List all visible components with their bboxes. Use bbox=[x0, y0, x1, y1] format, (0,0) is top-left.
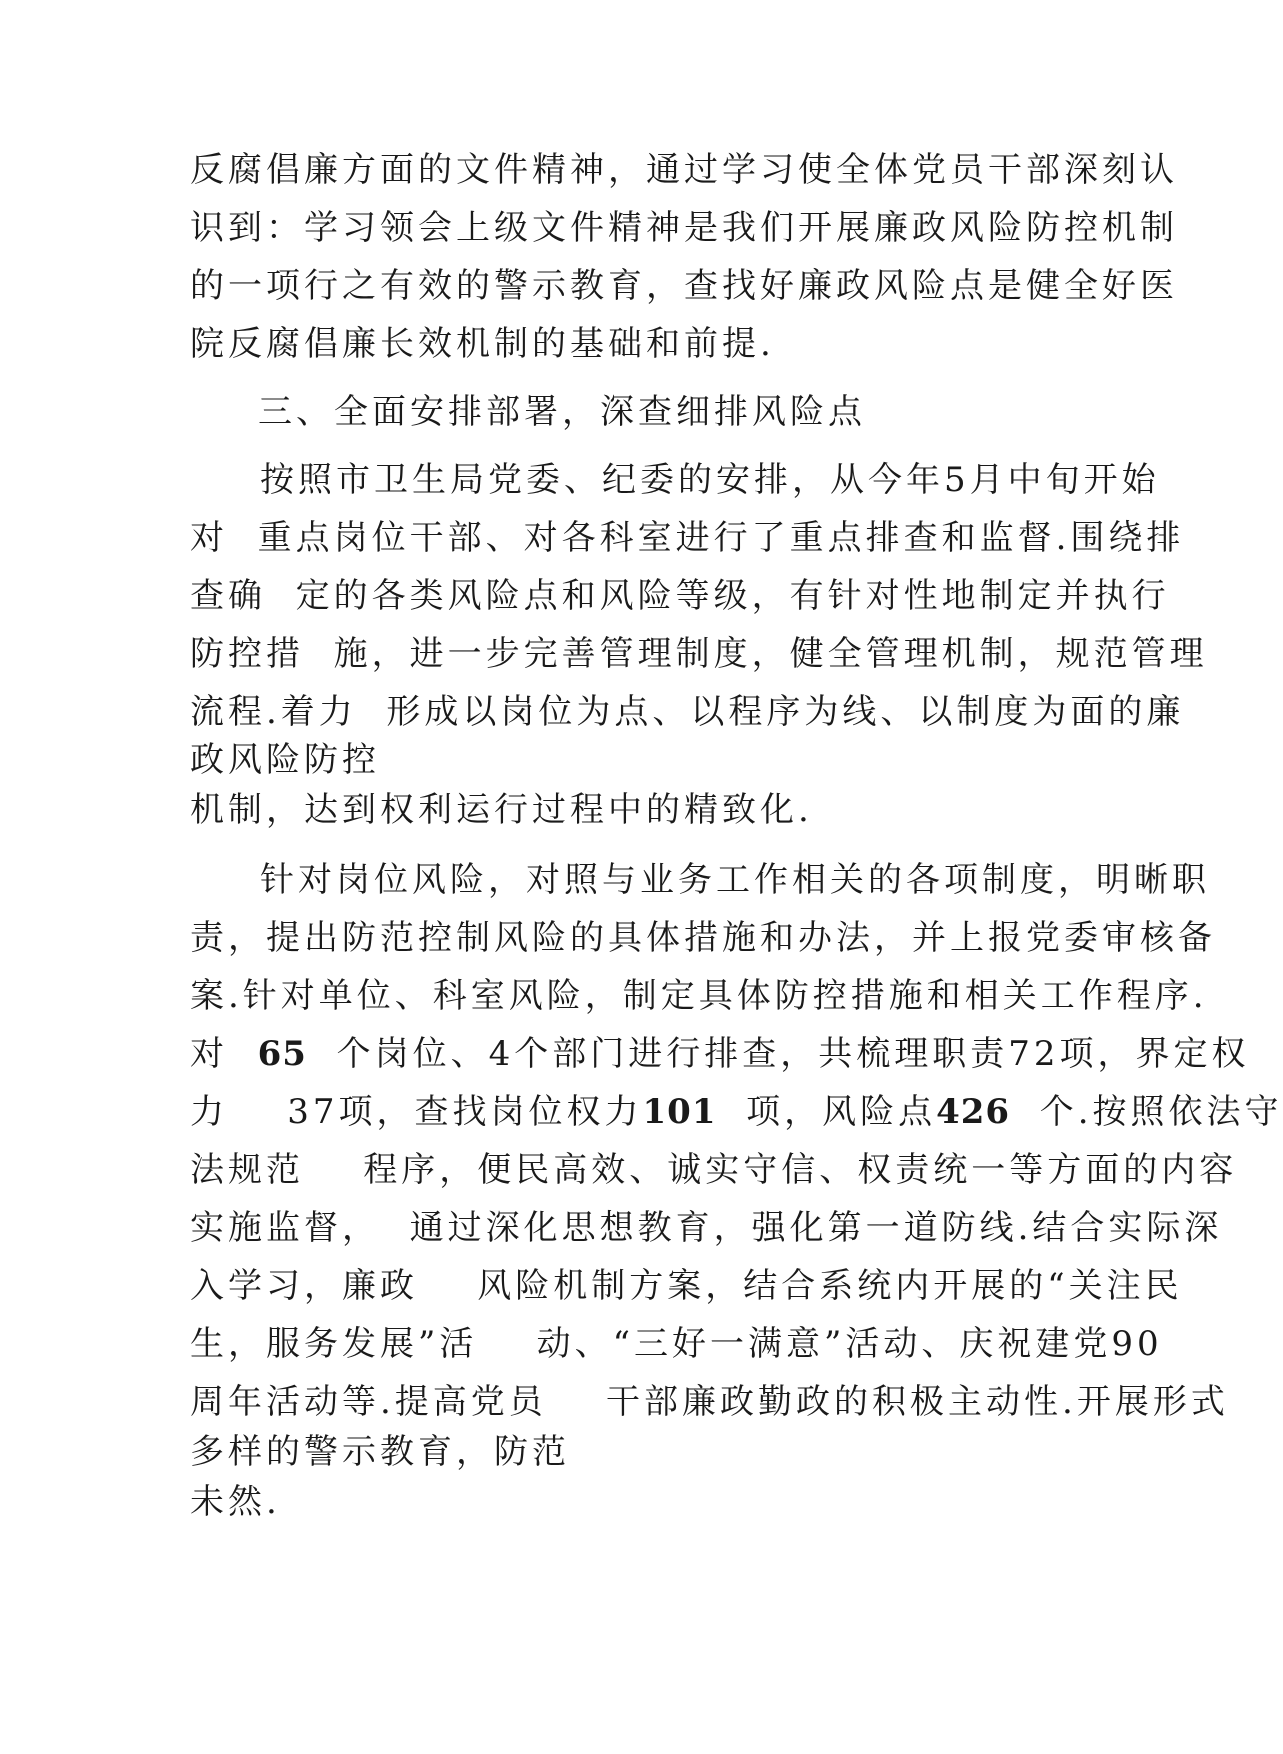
paragraph-line: 院反腐倡廉长效机制的基础和前提. bbox=[190, 324, 775, 364]
paragraph-line: 识到：学习领会上级文件精神是我们开展廉政风险防控机制 bbox=[190, 208, 1178, 248]
paragraph-line: 机制，达到权利运行过程中的精致化. bbox=[190, 790, 813, 830]
line-text: 个.按照依法守 bbox=[1010, 1092, 1283, 1132]
line-text: 对 bbox=[190, 1034, 258, 1074]
paragraph-line: 入学习，廉政 风险机制方案，结合系统内开展的“关注民 bbox=[190, 1266, 1183, 1306]
paragraph-line bbox=[190, 1092, 1283, 1132]
paragraph-line: 生，服务发展”活 动、“三好一满意”活动、庆祝建党90 bbox=[190, 1324, 1163, 1364]
line-text: 力 37项，查找岗位权力 bbox=[190, 1092, 643, 1132]
paragraph-line: 法规范 程序，便民高效、诚实守信、权责统一等方面的内容 bbox=[190, 1150, 1238, 1190]
line-text: 个岗位、4个部门进行排查，共梳理职责72项，界定权 bbox=[306, 1034, 1250, 1074]
paragraph-line: 责，提出防范控制风险的具体措施和办法，并上报党委审核备 bbox=[190, 918, 1216, 958]
paragraph-line: 政风险防控 bbox=[190, 740, 380, 780]
paragraph-line: 按照市卫生局党委、纪委的安排，从今年5月中旬开始 bbox=[260, 460, 1160, 500]
paragraph-line: 针对岗位风险，对照与业务工作相关的各项制度，明晰职 bbox=[260, 860, 1210, 900]
paragraph-line: 流程.着力 形成以岗位为点、以程序为线、以制度为面的廉 bbox=[190, 692, 1185, 732]
positions-count: 65 bbox=[257, 1034, 307, 1074]
paragraph-line: 反腐倡廉方面的文件精神，通过学习使全体党员干部深刻认 bbox=[190, 150, 1178, 190]
risk-points-count: 426 bbox=[936, 1092, 1011, 1132]
paragraph-line bbox=[190, 1034, 1249, 1074]
paragraph-line: 未然. bbox=[190, 1482, 281, 1522]
section-heading: 三、全面安排部署，深查细排风险点 bbox=[258, 392, 866, 432]
paragraph-line: 的一项行之有效的警示教育，查找好廉政风险点是健全好医 bbox=[190, 266, 1178, 306]
paragraph-line: 防控措 施，进一步完善管理制度，健全管理机制，规范管理 bbox=[190, 634, 1208, 674]
paragraph-line: 周年活动等.提高党员 干部廉政勤政的积极主动性.开展形式 bbox=[190, 1382, 1229, 1422]
paragraph-line: 对 重点岗位干部、对各科室进行了重点排查和监督.围绕排 bbox=[190, 518, 1185, 558]
paragraph-line: 实施监督， 通过深化思想教育，强化第一道防线.结合实际深 bbox=[190, 1208, 1223, 1248]
power-count: 101 bbox=[642, 1092, 717, 1132]
paragraph-line: 多样的警示教育，防范 bbox=[190, 1432, 570, 1472]
paragraph-line: 案.针对单位、科室风险，制定具体防控措施和相关工作程序. bbox=[190, 976, 1208, 1016]
line-text: 项，风险点 bbox=[716, 1092, 937, 1132]
paragraph-line: 查确 定的各类风险点和风险等级，有针对性地制定并执行 bbox=[190, 576, 1170, 616]
